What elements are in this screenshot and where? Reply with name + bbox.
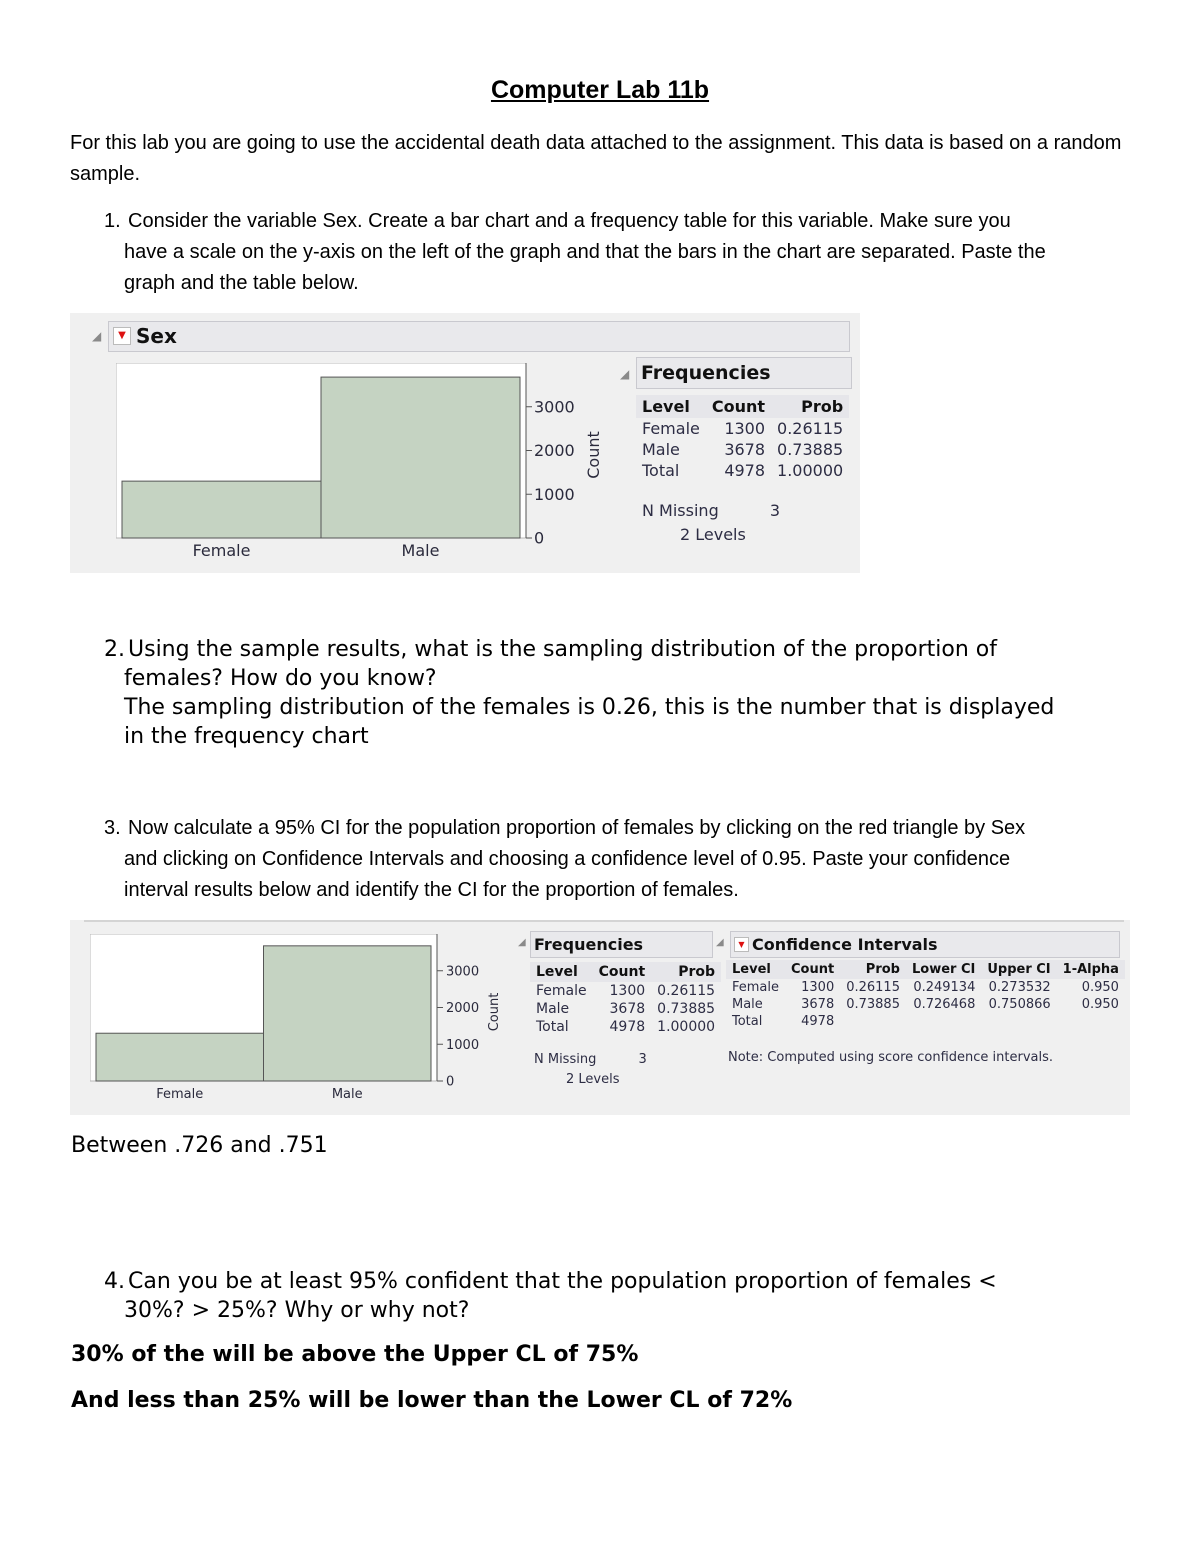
frequencies-header-2[interactable]: Frequencies	[530, 931, 713, 958]
y-tick-label: 3000	[534, 397, 575, 417]
question-3-line3: interval results below and identify the CI for the proportion of females.	[124, 879, 739, 901]
table-cell: 0.950	[1081, 997, 1119, 1012]
ci-row	[726, 979, 1125, 996]
y-tick-label: 0	[534, 528, 545, 548]
category-label: Female	[192, 541, 251, 560]
n-missing-row-2	[534, 1052, 647, 1067]
question-3-number: 3.	[104, 817, 121, 839]
table-cell: 1300	[609, 983, 646, 999]
ci-table	[726, 960, 1125, 1030]
table-cell	[1057, 1013, 1125, 1030]
answer-3: Between .726 and .751	[71, 1133, 328, 1158]
ci-collapse-icon[interactable]: ◢	[716, 937, 724, 948]
sex-bar-chart-2	[90, 934, 510, 1104]
table-cell: 3678	[724, 440, 766, 459]
answer-4b: And less than 25% will be lower than the Lower CL of 72%	[71, 1388, 793, 1413]
answer-4a: 30% of the will be above the Upper CL of 75%	[71, 1342, 639, 1367]
table-cell: 4978	[724, 461, 766, 480]
question-2	[104, 635, 1164, 751]
question-1	[104, 206, 1164, 299]
frequencies-collapse-icon-2[interactable]: ◢	[518, 937, 526, 948]
table-cell: 1.00000	[657, 1019, 716, 1035]
question-4-number: 4.	[104, 1269, 125, 1294]
question-1-number: 1.	[104, 210, 121, 232]
table-cell: 0.26115	[657, 983, 716, 999]
table-cell	[981, 1013, 1056, 1030]
bar-female	[122, 481, 321, 538]
answer-2-line1: The sampling distribution of the females is 0.26, this is the number that is displayed	[124, 695, 1055, 720]
ci-row	[726, 1013, 1125, 1030]
ci-red-triangle-menu-icon[interactable]: ▼	[734, 937, 749, 952]
ci-note: Note: Computed using score confidence intervals.	[728, 1050, 1054, 1065]
y-tick-label: 2000	[446, 1001, 480, 1017]
column-header[interactable]: Level	[726, 960, 785, 979]
sex-bar-chart	[116, 363, 636, 563]
jmp-report-sex	[70, 313, 860, 573]
question-3-line2: and clicking on Confidence Intervals and choosing a confidence level of 0.95. Paste your confidence	[124, 848, 1011, 870]
table-cell: 0.73885	[777, 440, 844, 459]
n-missing-label: N Missing	[642, 501, 719, 520]
table-cell: Male	[536, 1001, 570, 1017]
y-tick-label: 1000	[446, 1037, 480, 1053]
n-missing-label-2: N Missing	[534, 1052, 597, 1067]
table-cell: 0.73885	[846, 997, 900, 1012]
table-cell: Female	[642, 419, 700, 438]
table-cell: Male	[732, 997, 763, 1012]
table-cell: 1300	[801, 980, 835, 995]
ci-header-title: Confidence Intervals	[752, 935, 938, 954]
table-cell: Total	[642, 461, 680, 480]
table-cell	[840, 1013, 906, 1030]
category-label: Male	[331, 1087, 363, 1102]
ci-row	[726, 996, 1125, 1013]
sex-header-bar[interactable]	[108, 321, 850, 352]
answer-2-line2: in the frequency chart	[124, 724, 369, 749]
frequencies-table-2	[530, 962, 721, 1036]
bar-female	[96, 1033, 264, 1081]
question-4	[104, 1267, 1164, 1325]
frequencies-header[interactable]: Frequencies	[636, 357, 852, 389]
red-triangle-menu-icon[interactable]: ▼	[113, 327, 131, 345]
column-header[interactable]: Prob	[840, 960, 906, 979]
table-cell: 0.750866	[988, 997, 1051, 1012]
question-2-line1: Using the sample results, what is the sampling distribution of the proportion of	[128, 637, 997, 662]
category-label: Female	[156, 1087, 204, 1102]
table-cell: 0.950	[1081, 980, 1119, 995]
question-4-line2: 30%? > 25%? Why or why not?	[124, 1298, 470, 1323]
y-tick-label: 1000	[534, 484, 575, 504]
table-cell: 3678	[609, 1001, 646, 1017]
frequency-row	[530, 982, 721, 1000]
table-cell: Total	[732, 1014, 763, 1029]
intro-paragraph: For this lab you are going to use the accidental death data attached to the assignment. This data is based on a random sample.	[70, 132, 1122, 185]
column-header[interactable]: Prob	[651, 962, 721, 982]
frequency-row	[530, 1000, 721, 1018]
frequency-row	[636, 439, 849, 460]
table-cell: 4978	[609, 1019, 646, 1035]
table-cell: Female	[732, 980, 780, 995]
y-tick-label: 0	[446, 1074, 455, 1090]
jmp-report-ci	[70, 920, 1130, 1115]
frequency-row	[636, 460, 849, 481]
y-axis-label-2: Count	[487, 992, 502, 1032]
question-1-line2: have a scale on the y-axis on the left of the graph and that the bars in the chart are separated. Paste the	[124, 241, 1046, 263]
column-header[interactable]: Count	[785, 960, 840, 979]
frequencies-table	[636, 395, 849, 481]
table-cell: 1.00000	[777, 461, 844, 480]
levels-count-2: 2 Levels	[566, 1072, 620, 1087]
levels-count: 2 Levels	[680, 525, 746, 544]
column-header[interactable]: Upper CI	[981, 960, 1056, 979]
table-cell: Male	[642, 440, 680, 459]
n-missing-value: 3	[769, 501, 780, 520]
frequencies-collapse-icon[interactable]: ◢	[620, 367, 630, 381]
table-cell: 4978	[801, 1014, 835, 1029]
frequency-row	[530, 1018, 721, 1036]
table-cell: 0.26115	[846, 980, 900, 995]
question-1-line3: graph and the table below.	[124, 272, 359, 294]
table-cell: 0.73885	[657, 1001, 716, 1017]
column-header[interactable]: Count	[593, 962, 652, 982]
table-cell: 0.273532	[988, 980, 1051, 995]
y-tick-label: 2000	[534, 441, 575, 461]
table-cell: 0.26115	[777, 419, 844, 438]
ci-header-bar[interactable]	[730, 931, 1120, 958]
bar-male	[264, 946, 432, 1081]
y-axis-label: Count	[584, 431, 603, 479]
question-3	[104, 813, 1164, 906]
table-cell: 3678	[801, 997, 835, 1012]
y-tick-label: 3000	[446, 964, 480, 980]
table-cell	[906, 1013, 981, 1030]
collapse-triangle-icon[interactable]: ◢	[92, 329, 102, 343]
question-2-number: 2.	[104, 637, 125, 662]
column-header[interactable]: Lower CI	[906, 960, 981, 979]
column-header[interactable]: Count	[706, 395, 771, 418]
bar-male	[321, 377, 520, 538]
sex-header-title: Sex	[136, 324, 177, 348]
table-cell: Female	[536, 983, 587, 999]
question-3-line1: Now calculate a 95% CI for the population proportion of females by clicking on the red triangle by Sex	[128, 817, 1026, 839]
panel-top-border	[84, 920, 1124, 922]
question-2-line2: females? How do you know?	[124, 666, 437, 691]
category-label: Male	[401, 541, 440, 560]
column-header[interactable]: Prob	[771, 395, 849, 418]
table-cell: 1300	[724, 419, 766, 438]
column-header[interactable]: Level	[530, 962, 593, 982]
n-missing-value-2: 3	[638, 1052, 647, 1067]
table-cell: 0.249134	[913, 980, 976, 995]
question-1-line1: Consider the variable Sex. Create a bar chart and a frequency table for this variable. Make sure you	[128, 210, 1011, 232]
n-missing-row	[642, 501, 780, 520]
column-header[interactable]: Level	[636, 395, 706, 418]
frequency-row	[636, 418, 849, 439]
table-cell: 0.726468	[913, 997, 976, 1012]
page-title: Computer Lab 11b	[490, 76, 710, 104]
table-cell: Total	[536, 1019, 569, 1035]
question-4-line1: Can you be at least 95% confident that the population proportion of females <	[128, 1269, 997, 1294]
column-header[interactable]: 1-Alpha	[1057, 960, 1125, 979]
